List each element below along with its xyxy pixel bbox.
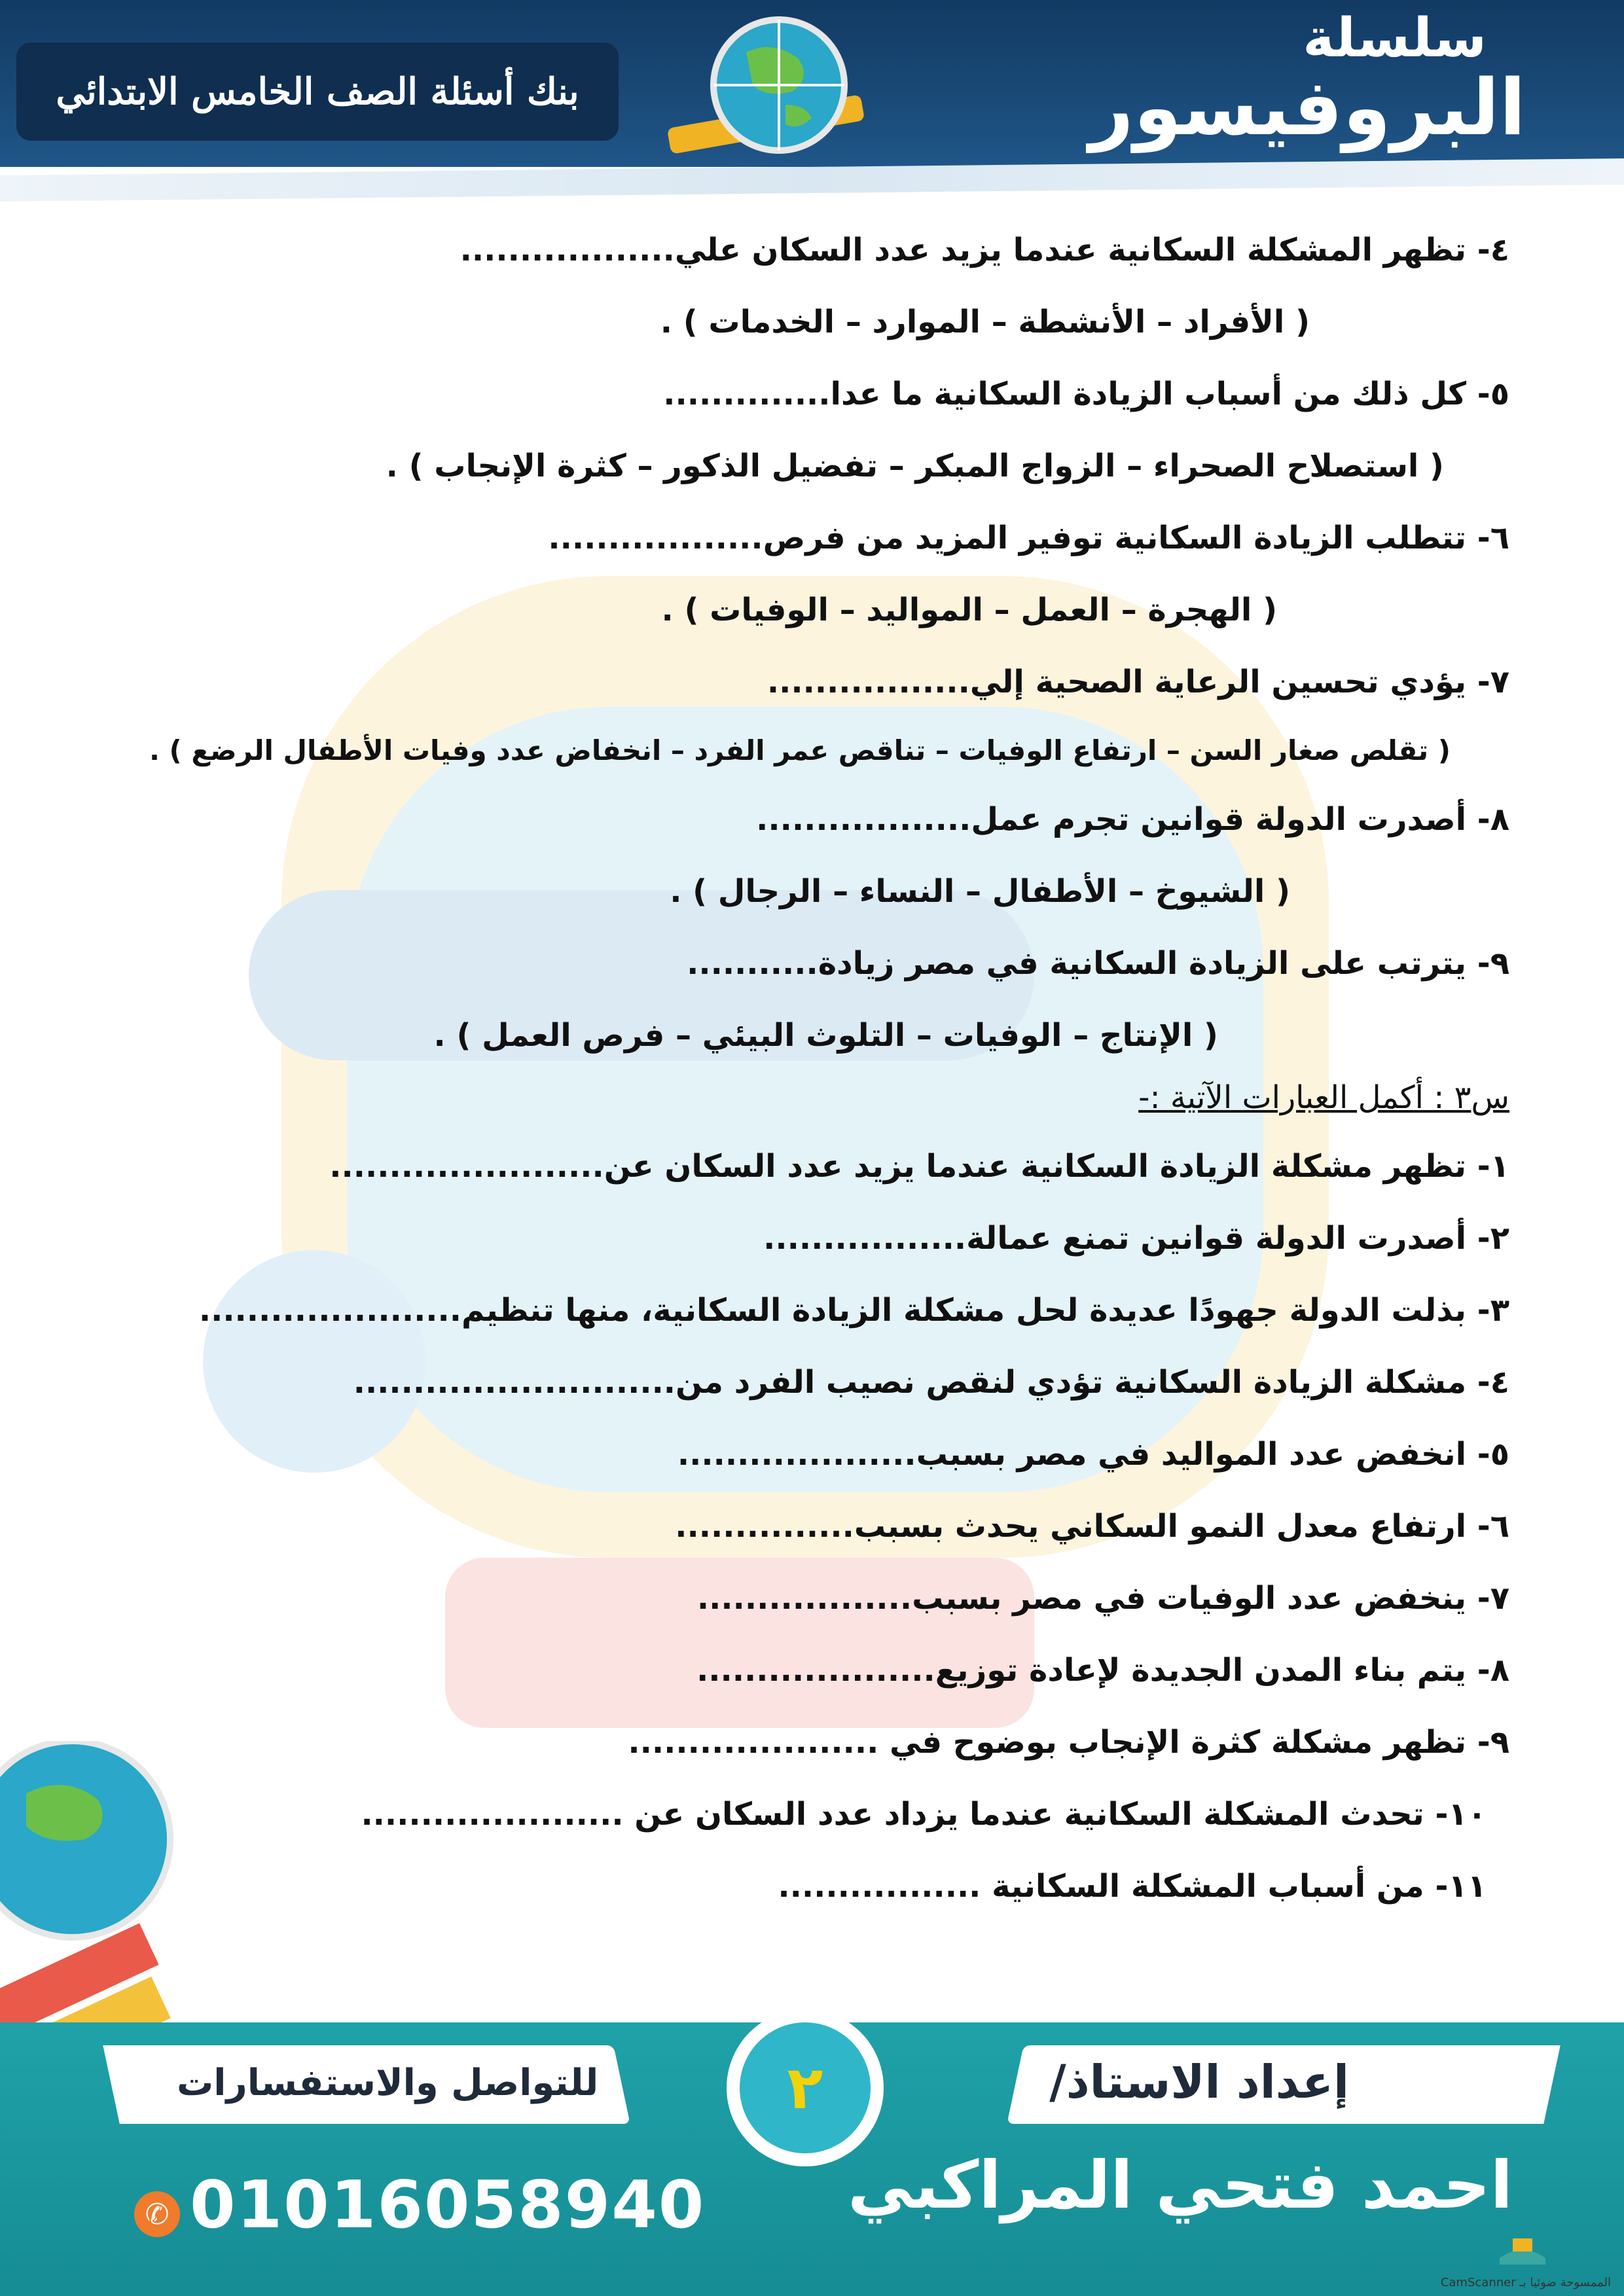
complete-question-2: ٢- أصدرت الدولة قوانين تمنع عمالة................. bbox=[763, 1220, 1509, 1257]
prepared-by-label: إعداد الاستاذ/ bbox=[1049, 2055, 1349, 2109]
header-title: بنك أسئلة الصف الخامس الابتدائي bbox=[56, 70, 579, 113]
complete-question-7: ٧- ينخفض عدد الوفيات في مصر بسبب.................. bbox=[696, 1580, 1509, 1617]
section-heading: س٣ : أكمل العبارات الآتية :- bbox=[1138, 1079, 1509, 1116]
mcq-choices-5: ( استصلاح الصحراء – الزواج المبكر – تفضيل الذكور – كثرة الإنجاب ) . bbox=[386, 448, 1444, 484]
page-header bbox=[0, 0, 1624, 177]
complete-question-11: ١١- من أسباب المشكلة السكانية ................. bbox=[778, 1868, 1487, 1905]
mcq-choices-4: ( الأفراد – الأنشطة – الموارد – الخدمات ) . bbox=[660, 304, 1310, 340]
mcq-question-4: ٤- تظهر المشكلة السكانية عندما يزيد عدد السكان علي.................. bbox=[460, 232, 1509, 268]
page-number-badge bbox=[727, 2009, 884, 2166]
author-name: احمد فتحي المراكبي bbox=[848, 2147, 1513, 2223]
globe-icon bbox=[655, 13, 890, 177]
complete-question-5: ٥- انخفض عدد المواليد في مصر بسبب.................... bbox=[677, 1436, 1509, 1473]
contact-label: للتواصل والاستفسارات bbox=[177, 2062, 599, 2104]
page-footer bbox=[0, 1983, 1624, 2296]
mcq-choices-8: ( الشيوخ – الأطفال – النساء – الرجال ) . bbox=[670, 873, 1290, 910]
mcq-question-7: ٧- يؤدي تحسين الرعاية الصحية إلي................. bbox=[767, 664, 1509, 700]
phone-icon: ✆ bbox=[134, 2191, 180, 2237]
phone-number: 01016058940 bbox=[190, 2166, 706, 2243]
series-label-big: البروفيسور bbox=[1089, 62, 1526, 152]
mcq-choices-7: ( تقلص صغار السن – ارتفاع الوفيات – تناقص عمر الفرد – انخفاض عدد وفيات الأطفال الرضع ) . bbox=[149, 734, 1451, 766]
mcq-choices-9: ( الإنتاج – الوفيات – التلوث البيئي – فرص العمل ) . bbox=[433, 1017, 1218, 1054]
mcq-question-8: ٨- أصدرت الدولة قوانين تجرم عمل.................. bbox=[756, 801, 1509, 838]
complete-question-1: ١- تظهر مشكلة الزيادة السكانية عندما يزيد عدد السكان عن....................... bbox=[329, 1148, 1509, 1185]
complete-question-8: ٨- يتم بناء المدن الجديدة لإعادة توزيع.................... bbox=[696, 1652, 1509, 1689]
series-label-small: سلسلة bbox=[1303, 7, 1487, 69]
mcq-question-9: ٩- يترتب على الزيادة السكانية في مصر زيادة........... bbox=[687, 945, 1509, 982]
complete-question-6: ٦- ارتفاع معدل النمو السكاني يحدث بسبب............... bbox=[675, 1508, 1509, 1545]
complete-question-4: ٤- مشكلة الزيادة السكانية تؤدي لنقص نصيب الفرد من........................... bbox=[353, 1364, 1509, 1401]
page-number: ٢ bbox=[740, 2022, 871, 2153]
mcq-choices-6: ( الهجرة – العمل – المواليد – الوفيات ) . bbox=[661, 592, 1277, 628]
complete-question-3: ٣- بذلت الدولة جهودًا عديدة لحل مشكلة الزيادة السكانية، منها تنظيم...................... bbox=[198, 1292, 1509, 1329]
scanner-note: الممسوحة ضوئيا بـ CamScanner bbox=[1440, 2276, 1611, 2289]
mcq-question-5: ٥- كل ذلك من أسباب الزيادة السكانية ما عدا.............. bbox=[663, 376, 1509, 412]
header-title-box bbox=[16, 43, 619, 141]
complete-question-9: ٩- تظهر مشكلة كثرة الإنجاب بوضوح في ..................... bbox=[628, 1724, 1509, 1761]
camscanner-logo-icon bbox=[1493, 2232, 1552, 2271]
complete-question-10: ١٠- تحدث المشكلة السكانية عندما يزداد عدد السكان عن ...................... bbox=[361, 1796, 1487, 1833]
mcq-question-6: ٦- تتطلب الزيادة السكانية توفير المزيد من فرص.................. bbox=[548, 520, 1509, 556]
